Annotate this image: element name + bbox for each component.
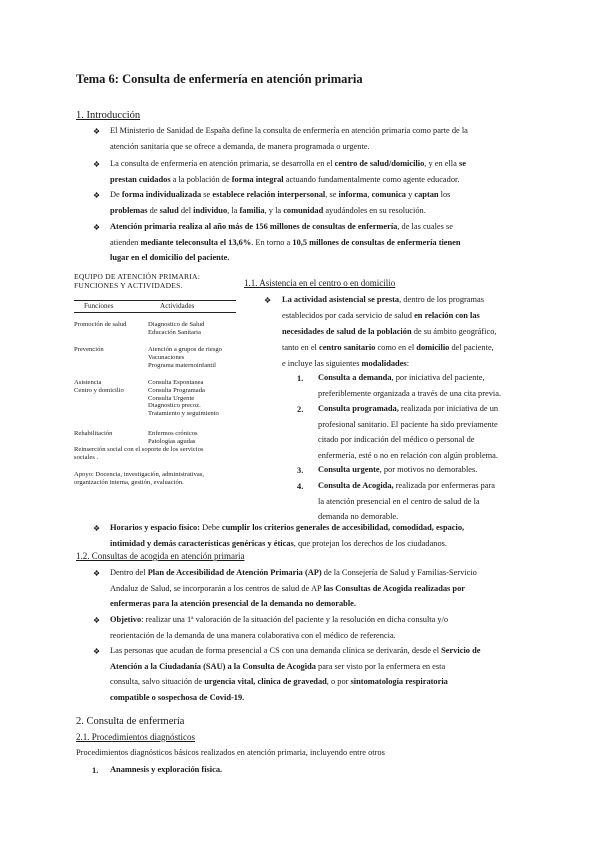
- list-number: 1.: [92, 766, 99, 775]
- table-header: [74, 300, 236, 313]
- section-heading-asistencia: 1.1. Asistencia en el centro o en domicilio: [244, 278, 396, 288]
- intro-bullet-3: De forma individualizada se establece relación interpersonal, se informa, comunica y captan los problemas de salud del individuo, la familia, y la comunidad ayudándoles en su resolución.: [110, 190, 451, 215]
- intro-bullet-2: La consulta de enfermería en atención primaria, se desarrolla en el centro de salud/domicilio, y en ella se prestan cuidados a la población de forma integral actuando fundamentalmente como agente educador.: [110, 159, 466, 184]
- section-heading-introduccion: 1. Introducción: [76, 110, 141, 121]
- modalidad-item: Consulta de Acogida, realizada por enfermeras para la atención presencial en el centro de salud de la demanda no demorable.: [318, 481, 495, 522]
- bullet-icon: ❖: [93, 524, 101, 533]
- list-number: 2.: [297, 405, 304, 414]
- acogida-bullet-1: Dentro del Plan de Accesibilidad de Atención Primaria (AP) de la Consejería de Salud y Familias-Servicio Andaluz de Salud, se incorporarán a los centros de salud de AP las Consultas de Acogida realizadas por enfermeras para la atención presencial de la demanda no demorable.: [110, 568, 477, 609]
- section-heading-acogida: 1.2. Consultas de acogida en atención primaria: [76, 551, 245, 561]
- table-cell: Reinserción social con el soporte de los servicios sociales .: [74, 446, 204, 461]
- list-number: 3.: [297, 466, 304, 475]
- page-title: Tema 6: Consulta de enfermería en atención primaria: [76, 72, 363, 86]
- bullet-icon: ❖: [93, 160, 101, 169]
- table-cell: Diagnostico de Salud Educación Sanitaria: [148, 321, 205, 336]
- bullet-icon: ❖: [93, 647, 101, 656]
- modalidad-item: Consulta a demanda, por iniciativa del paciente, preferiblemente organizada a través de una cita previa.: [318, 373, 502, 398]
- acogida-bullet-2: Objetivo: realizar una 1ª valoración de la situación del paciente y la resolución en dicha consulta y/o reorientación de la demanda de una manera colaborativa con el médico de referencia.: [110, 615, 449, 640]
- table-cell: Consulta Espontanea Consulta Programada Consulta Urgente Diagnostico precoz. Tratamiento y seguimiento: [148, 379, 219, 418]
- modalidad-item: Consulta programada, realizada por iniciativa de un profesional sanitario. El paciente ha sido previamente citado por indicación del médico o personal de enfermería, esté o no en relación con algún problema.: [318, 404, 499, 460]
- procedimientos-intro: Procedimientos diagnósticos básicos realizados en atención primaria, incluyendo entre otros: [76, 748, 385, 757]
- list-number: 4.: [297, 482, 304, 491]
- bullet-icon: ❖: [264, 296, 272, 305]
- bullet-icon: ❖: [93, 616, 101, 625]
- modalidad-item: Consulta urgente, por motivos no demorables.: [318, 465, 478, 474]
- bullet-icon: ❖: [93, 223, 101, 232]
- bullet-icon: ❖: [93, 569, 101, 578]
- subsection-heading-procedimientos: 2.1. Procedimientos diagnósticos: [76, 732, 195, 742]
- intro-bullet-4: Atención primaria realiza al año más de 156 millones de consultas de enfermería, de las cuales se atienden mediante teleconsulta el 13,6%. En torno a 10,5 millones de consultas de enfermería tienen lugar en el domicilio del paciente.: [110, 222, 461, 263]
- bullet-icon: ❖: [93, 191, 101, 200]
- intro-bullet-1: El Ministerio de Sanidad de España define la consulta de enfermería en atención primaria como parte de la atención sanitaria que se ofrece a demanda, de manera programada o urgente.: [110, 126, 468, 151]
- table-header-actividades: Actividades: [160, 302, 195, 310]
- procedimiento-item: Anamnesis y exploración física.: [110, 765, 223, 774]
- list-number: 1.: [297, 374, 304, 383]
- table-cell: Rehabilitación: [74, 430, 113, 437]
- asistencia-paragraph: La actividad asistencial se presta, dentro de los programas establecidos por cada servicio de salud en relación con las necesidades de salud de la población de su ámbito geográfico, tanto en el centro sanitario como en el domicilio del paciente, e incluye las siguientes modalidades:: [282, 295, 497, 368]
- table-cell: Enfermos crónicos Patologías agudas: [148, 430, 198, 445]
- horarios-bullet: Horarios y espacio físico: Debe cumplir los criterios generales de accesibilidad, comodidad, espacio, intimidad y demás características genéricas y éticas, que protejan los derechos de los ciudadanos.: [110, 523, 465, 548]
- functions-activities-table: [74, 272, 236, 486]
- table-cell: Asistencia Centro y domicilio: [74, 379, 124, 394]
- table-cell: Prevención: [74, 346, 104, 353]
- bullet-icon: ❖: [93, 127, 101, 136]
- section-heading-consulta: 2. Consulta de enfermería: [76, 716, 185, 727]
- acogida-bullet-3: Las personas que acudan de forma presencial a CS con una demanda clínica se derivarán, desde el Servicio de Atención a la Ciudadanía (SAU) a la Consulta de Acogida para ser visto por la enfermera en esta consulta, salvo situación de urgencia vital, clínica de gravedad, o por sintomatología respiratoria compatible o sospechosa de Covid-19.: [110, 646, 481, 702]
- table-header-funciones: Funciones: [84, 302, 114, 310]
- table-cell: Promoción de salud: [74, 321, 127, 328]
- table-title: EQUIPO DE ATENCIÓN PRIMARIA: FUNCIONES Y ACTIVIDADES.: [74, 272, 201, 290]
- table-cell: Atención a grupos de riesgo Vacunaciones Programa maternoinfantil: [148, 346, 222, 369]
- table-cell: Apoyo: Docencia, investigación, administrativas, organización interna, gestión, evaluación.: [74, 471, 205, 486]
